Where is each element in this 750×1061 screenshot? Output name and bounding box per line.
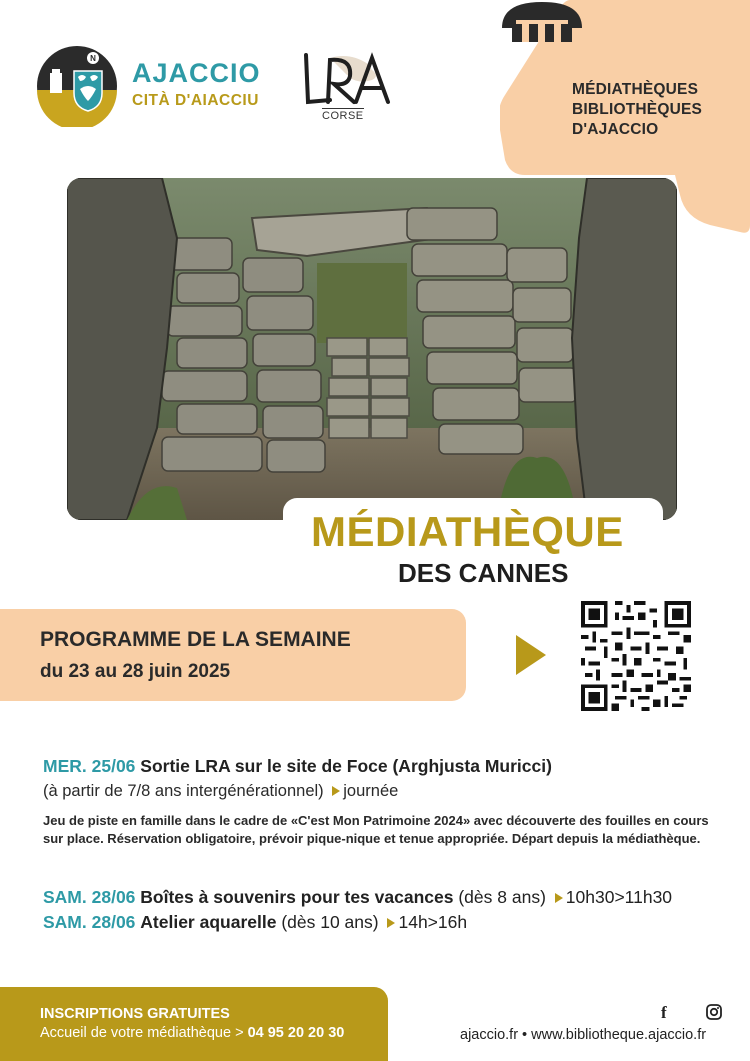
badge-line-1: MÉDIATHÈQUES [572,81,699,98]
ajaccio-logo-letter: N [90,54,96,63]
qr-code[interactable] [581,601,691,711]
footer-contact-label: Accueil de votre médiathèque > [40,1025,244,1041]
footer-panel [0,987,388,1061]
event-1 [43,756,552,777]
library-building-icon [500,0,584,44]
lra-subtitle: CORSE [322,110,364,122]
facebook-icon[interactable]: f [661,1003,667,1022]
event-3-time: 14h>16h [398,912,468,932]
arrow-icon [332,786,340,796]
ajaccio-logo [36,45,118,127]
arrow-icon [387,918,395,928]
programme-bar [0,609,466,701]
badge-line-2: BIBLIOTHÈQUES [572,101,703,118]
event-3-title: Atelier aquarelle [140,912,277,932]
footer-phone[interactable]: 04 95 20 20 30 [247,1025,345,1041]
site-photo [67,178,677,520]
event-3-age: (dès 10 ans) [281,912,379,932]
footer-links[interactable]: ajaccio.fr • www.bibliotheque.ajaccio.fr [460,1027,707,1043]
instagram-icon[interactable] [706,1004,722,1020]
event-3-date: SAM. 28/06 [43,912,136,932]
event-1-description: Jeu de piste en famille dans le cadre de «C'est Mon Patrimoine 2024» avec découverte des fouilles en cours sur place. Réservation obligatoire, prévoir pique-nique et tenue appropriée. Départ depuis la médiathèque. [43,813,709,846]
programme-dates: du 23 au 28 juin 2025 [40,661,231,682]
ajaccio-subtitle: CITÀ D'AIACCIU [132,92,259,109]
event-1-title: Sortie LRA sur le site de Foce (Arghjusta Muricci) [140,756,552,776]
event-1-time: journée [343,782,399,800]
event-3 [43,912,467,933]
event-1-detail [43,782,398,801]
venue-title: MÉDIATHÈQUE [311,508,624,555]
badge-line-3: D'AJACCIO [572,121,659,138]
event-1-date: MER. 25/06 [43,756,136,776]
venue-subtitle: DES CANNES [398,558,569,588]
lra-mark-text: LRA [347,90,349,91]
event-2 [43,887,672,908]
event-1-age: (à partir de 7/8 ans intergénérationnel) [43,782,324,800]
ajaccio-name: AJACCIO [132,58,261,88]
play-arrow-icon [516,635,546,675]
programme-title: PROGRAMME DE LA SEMAINE [40,628,351,651]
event-2-title: Boîtes à souvenirs pour tes vacances [140,887,454,907]
event-2-time: 10h30>11h30 [565,887,673,907]
event-2-date: SAM. 28/06 [43,887,136,907]
footer-title: INSCRIPTIONS GRATUITES [40,1006,230,1022]
event-2-age: (dès 8 ans) [458,887,546,907]
arrow-icon [555,893,563,903]
footer-contact [40,1025,344,1041]
